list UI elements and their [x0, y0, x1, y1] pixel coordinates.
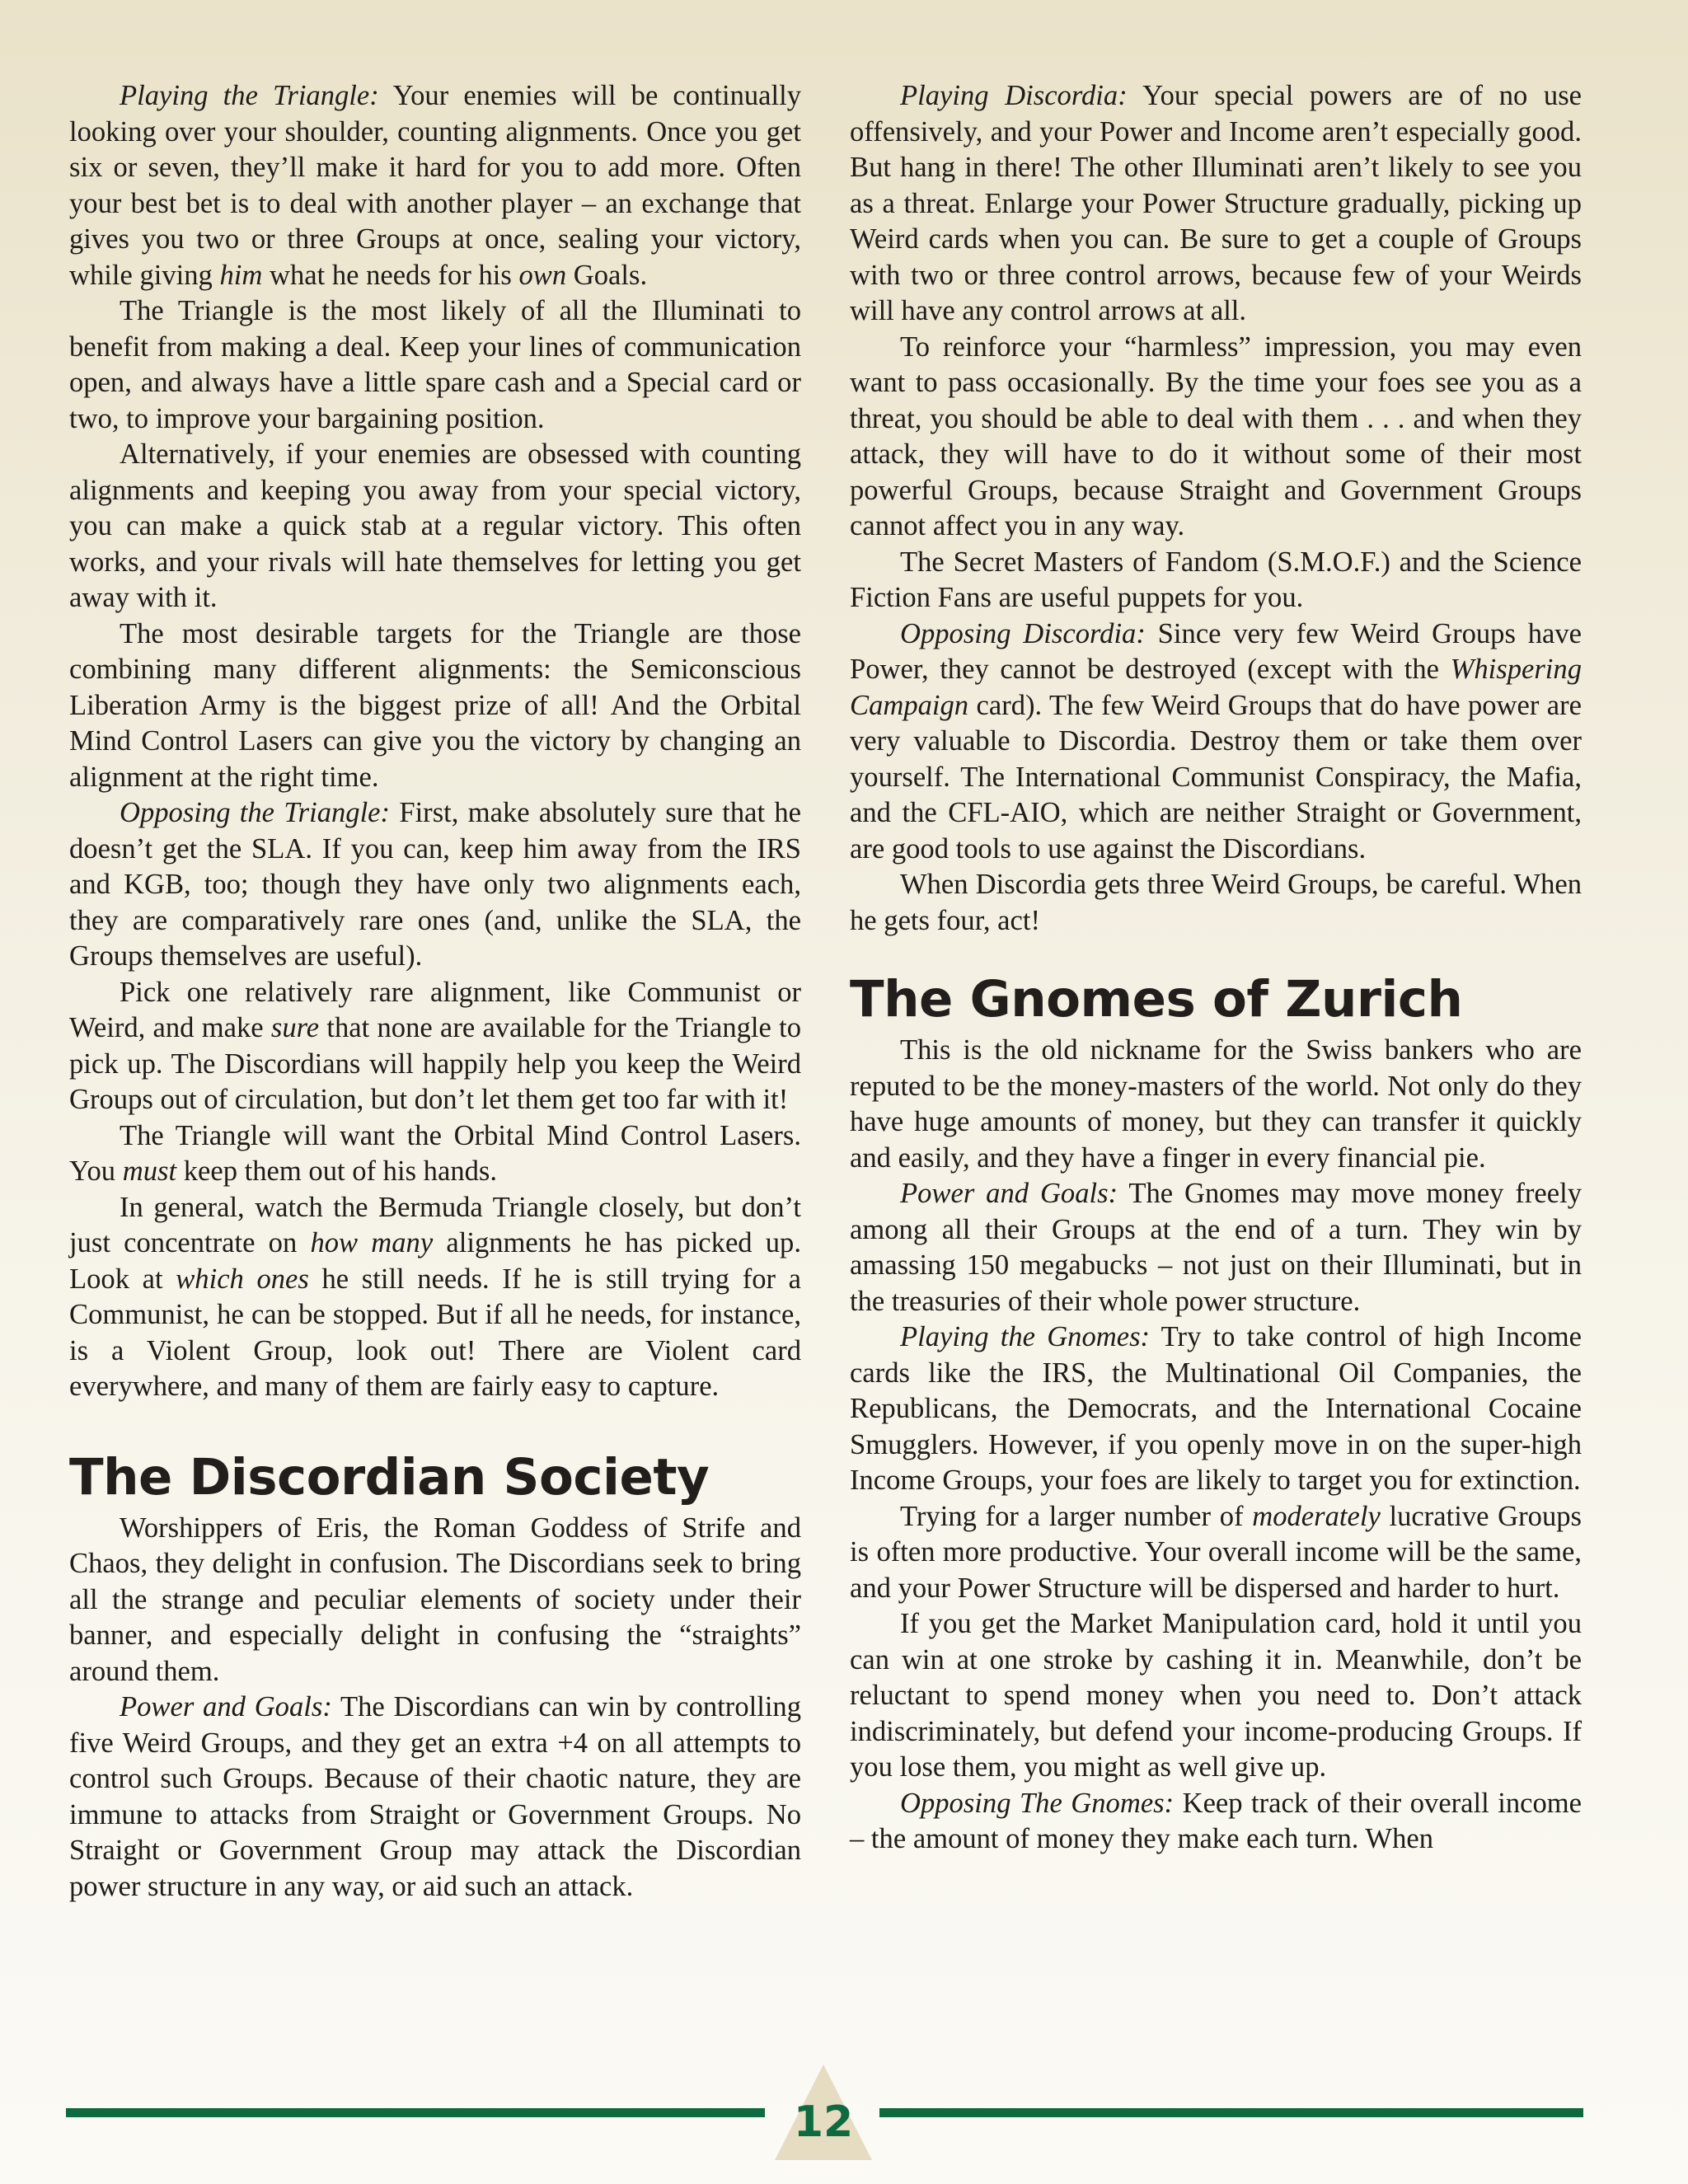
paragraph-triangle-alternative: Alternatively, if your enemies are obsessed with counting alignments and keeping you away from your special victory, you can make a quick stab at a regular victory. This often works, and your rivals will hate themselves for letting you get away with it. [69, 438, 801, 613]
paragraph-rare-alignment: Pick one relatively rare alignment, like Communist or Weird, and make sure that none are available for the Triangle to pick up. The Discordians will happily help you keep the Weird Groups out of circulation, but don’t let them get too far with it! [69, 976, 801, 1115]
paragraph-opposing-gnomes: Opposing The Gnomes: Keep track of their overall income – the amount of money they make each turn. When [850, 1787, 1582, 1854]
run-in-label: Playing the Gnomes: [900, 1321, 1151, 1352]
page-number: 12 [793, 2097, 854, 2147]
run-in-label: Opposing the Triangle: [120, 797, 391, 828]
footer-rule-right [879, 2108, 1583, 2117]
paragraph-watch-triangle: In general, watch the Bermuda Triangle closely, but don’t just concentrate on how many alignments he has picked up. Look at which ones he still needs. If he is still trying for a Communist, he can be stopped. But if all he needs, for instance, is a Violent Group, look out! There are Violent card everywhere, and many of them are fairly easy to capture. [69, 1191, 802, 1402]
run-in-label: Playing the Triangle: [120, 80, 379, 111]
paragraph-opposing-triangle: Opposing the Triangle: First, make absolutely sure that he doesn’t get the SLA. If you can, keep him away from the IRS and KGB, too; though they have only two alignments each, they are comparatively rare ones (and, unlike the SLA, the Groups themselves are useful). [69, 797, 802, 972]
run-in-label: Power and Goals: [120, 1691, 332, 1722]
paragraph-discordian-intro: Worshippers of Eris, the Roman Goddess of Strife and Chaos, they delight in confusion. The Discordians seek to bring all the strange and peculiar elements of society under their banner, and especially delight in confusing the “straights” around them. [69, 1511, 801, 1687]
paragraph-smof: The Secret Masters of Fandom (S.M.O.F.) and the Science Fiction Fans are useful puppets for you. [850, 546, 1582, 613]
left-column [69, 78, 801, 1905]
run-in-label: Opposing Discordia: [900, 617, 1146, 649]
run-in-label: Opposing The Gnomes: [900, 1787, 1175, 1819]
paragraph-playing-triangle: Playing the Triangle: Your enemies will be continually looking over your shoulder, counting alignments. Once you get six or seven, they’ll make it hard for you to add more. Often your best bet is to deal with another player – an exchange that gives you two or three Groups at once, sealing your victory, while giving him what he needs for his own Goals. [69, 80, 801, 291]
paragraph-discordian-power-goals: Power and Goals: The Discordians can win by controlling five Weird Groups, and they get an extra +4 on all attempts to control such Groups. Because of their chaotic nature, they are immune to attacks from Straight or Government Groups. No Straight or Government Group may attack the Discordian power structure in any way, or aid such an attack. [69, 1691, 802, 1902]
footer-rule-left [66, 2108, 765, 2117]
paragraph-gnomes-intro: This is the old nickname for the Swiss bankers who are reputed to be the money-masters of the world. Not only do they have huge amounts of money, but they can transfer it quickly and easily, and they have a finger in every financial pie. [850, 1034, 1582, 1174]
paragraph-harmless-impression: To reinforce your “harmless” impression, you may even want to pass occasionally. By the time your foes see you as a threat, you should be able to deal with them . . . and when they attack, they will have to do it without some of their most powerful Groups, because Straight and Government Groups cannot affect you in any way. [850, 330, 1582, 541]
paragraph-gnomes-power-goals: Power and Goals: The Gnomes may move money freely among all their Groups at the end of a turn. They win by amassing 150 megabucks – not just on their Illuminati, but in the treasuries of their whole power structure. [850, 1178, 1582, 1317]
paragraph-playing-discordia: Playing Discordia: Your special powers are of no use offensively, and your Power and Income aren’t especially good. But hang in there! The other Illuminati aren’t likely to see you as a threat. Enlarge your Power Structure gradually, picking up Weird cards when you can. Be sure to get a couple of Groups with two or three control arrows, because few of your Weirds will have any control arrows at all. [850, 80, 1582, 326]
right-column [850, 78, 1582, 1858]
page-footer [0, 2064, 1688, 2163]
heading-gnomes-of-zurich: The Gnomes of Zurich [850, 970, 1463, 1029]
paragraph-market-manipulation: If you get the Market Manipulation card, hold it until you can win at one stroke by cashing it in. Meanwhile, don’t be reluctant to spend money when you need to. Don’t attack indiscriminately, but defend your income-producing Groups. If you lose them, you might as well give up. [850, 1608, 1582, 1783]
paragraph-opposing-discordia: Opposing Discordia: Since very few Weird Groups have Power, they cannot be destroyed (except with the Whispering Campaign card). The few Weird Groups that do have power are very valuable to Discordia. Destroy them or take them over yourself. The International Communist Conspiracy, the Mafia, and the CFL-AIO, which are neither Straight or Government, are good tools to use against the Discordians. [850, 617, 1582, 865]
paragraph-triangle-deal: The Triangle is the most likely of all the Illuminati to benefit from making a deal. Keep your lines of communication open, and always have a little spare cash and a Special card or two, to improve your bargaining position. [69, 295, 801, 434]
paragraph-playing-gnomes: Playing the Gnomes: Try to take control of high Income cards like the IRS, the Multinational Oil Companies, the Republicans, the Democrats, and the International Cocaine Smugglers. However, if you openly move in on the super-high Income Groups, your foes are likely to target you for extinction. [850, 1321, 1582, 1496]
paragraph-moderately-lucrative: Trying for a larger number of moderately lucrative Groups is often more productive. Your overall income will be the same, and your Power Structure will be dispersed and harder to hurt. [850, 1500, 1582, 1604]
heading-discordian-society: The Discordian Society [69, 1447, 710, 1507]
paragraph-triangle-targets: The most desirable targets for the Triangle are those combining many different alignments: the Semiconscious Liberation Army is the biggest prize of all! And the Orbital Mind Control Lasers can give you the victory by changing an alignment at the right time. [69, 617, 801, 793]
paragraph-discordia-warning: When Discordia gets three Weird Groups, be careful. When he gets four, act! [850, 869, 1582, 936]
paragraph-orbital-lasers: The Triangle will want the Orbital Mind Control Lasers. You must keep them out of his hands. [69, 1119, 801, 1187]
run-in-label: Power and Goals: [900, 1178, 1118, 1209]
run-in-label: Playing Discordia: [900, 80, 1128, 111]
